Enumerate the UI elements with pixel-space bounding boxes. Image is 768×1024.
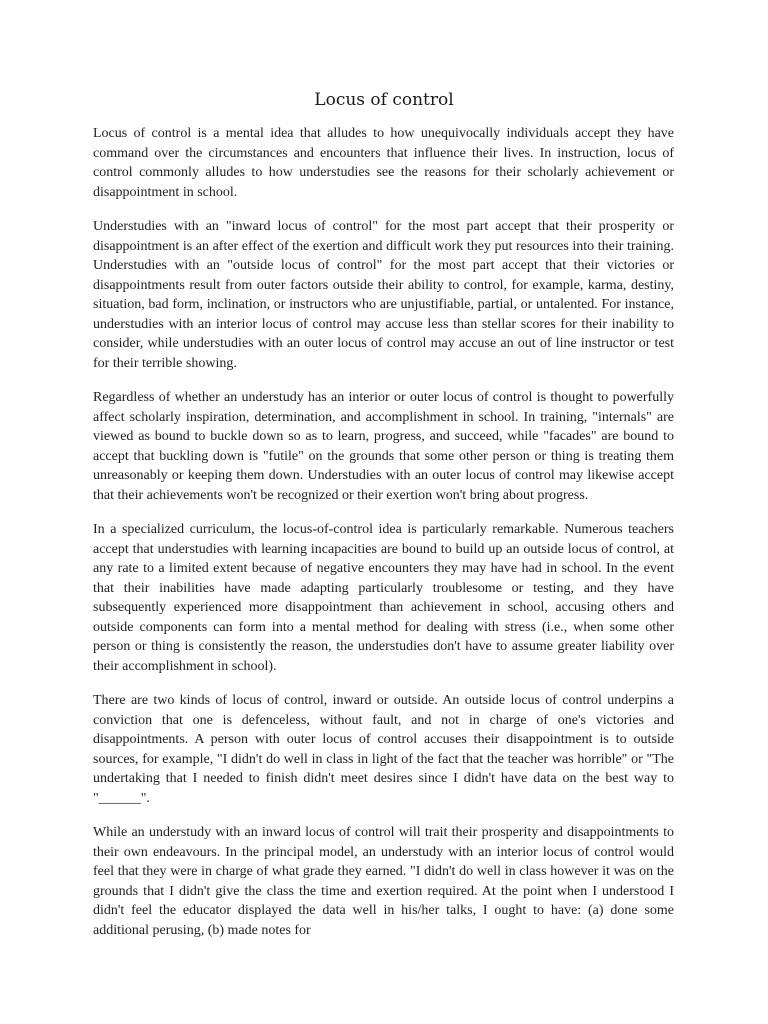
paragraph: While an understudy with an inward locus of control will trait their prosperity and disappointments to their own endeavours. In the principal model, an understudy with an interior locus of control would feel that they were in charge of what grade they earned. "I didn't do well in class however it was on the grounds that I didn't give the class the time and exertion required. At the point when I understood I didn't feel the educator displayed the data well in his/her talks, I ought to have: (a) done some additional perusing, (b) made notes for bbox=[93, 825, 674, 938]
page-title: Locus of control bbox=[314, 90, 454, 110]
paragraph: In a specialized curriculum, the locus-of-control idea is particularly remarkable. Numerous teachers accept that understudies with learning incapacities are bound to build up an outside locus of control, at any rate to a limited extent because of negative encounters they may have had in school. In the event that their inabilities have made adapting particularly troublesome or testing, and they have subsequently experienced more disappointment than achievement in school, accusing others and outside components can form into a mental method for dealing with stress (i.e., when some other person or thing is consistently the reason, the understudies don't have to assume greater liability over their accomplishment in school). bbox=[93, 522, 674, 674]
paragraph: Understudies with an "inward locus of control" for the most part accept that their prosperity or disappointment is an after effect of the exertion and difficult work they put resources into their training. Understudies with an "outside locus of control" for the most part accept that their victories or disappointments result from outer factors outside their ability to control, for example, karma, destiny, situation, bad form, inclination, or instructors who are unjustifiable, partial, or untalented. For instance, understudies with an interior locus of control may accuse less than stellar scores for their inability to consider, while understudies with an outer locus of control may accuse an out of line instructor or test for their terrible showing. bbox=[93, 219, 674, 371]
paragraph: Regardless of whether an understudy has an interior or outer locus of control is thought to powerfully affect scholarly inspiration, determination, and accomplishment in school. In training, "internals" are viewed as bound to buckle down so as to learn, progress, and succeed, while "facades" are bound to accept that buckling down is "futile" on the grounds that some other person or thing is treating them unreasonably or keeping them down. Understudies with an outer locus of control may likewise accept that their achievements won't be recognized or their exertion won't bring about progress. bbox=[93, 390, 674, 503]
paragraph: Locus of control is a mental idea that alludes to how unequivocally individuals accept they have command over the circumstances and encounters that influence their lives. In instruction, locus of control commonly alludes to how understudies see the reasons for their scholarly achievement or disappointment in school. bbox=[93, 126, 674, 200]
document-body bbox=[93, 124, 674, 955]
paragraph: There are two kinds of locus of control, inward or outside. An outside locus of control underpins a conviction that one is defenceless, without fault, and not in charge of one's victories and disappointments. A person with outer locus of control accuses their disappointment is to outside sources, for example, "I didn't do well in class in light of the fact that the teacher was horrible" or "The undertaking that I needed to finish didn't meet desires since I didn't have data on the best way to "______". bbox=[93, 693, 674, 806]
